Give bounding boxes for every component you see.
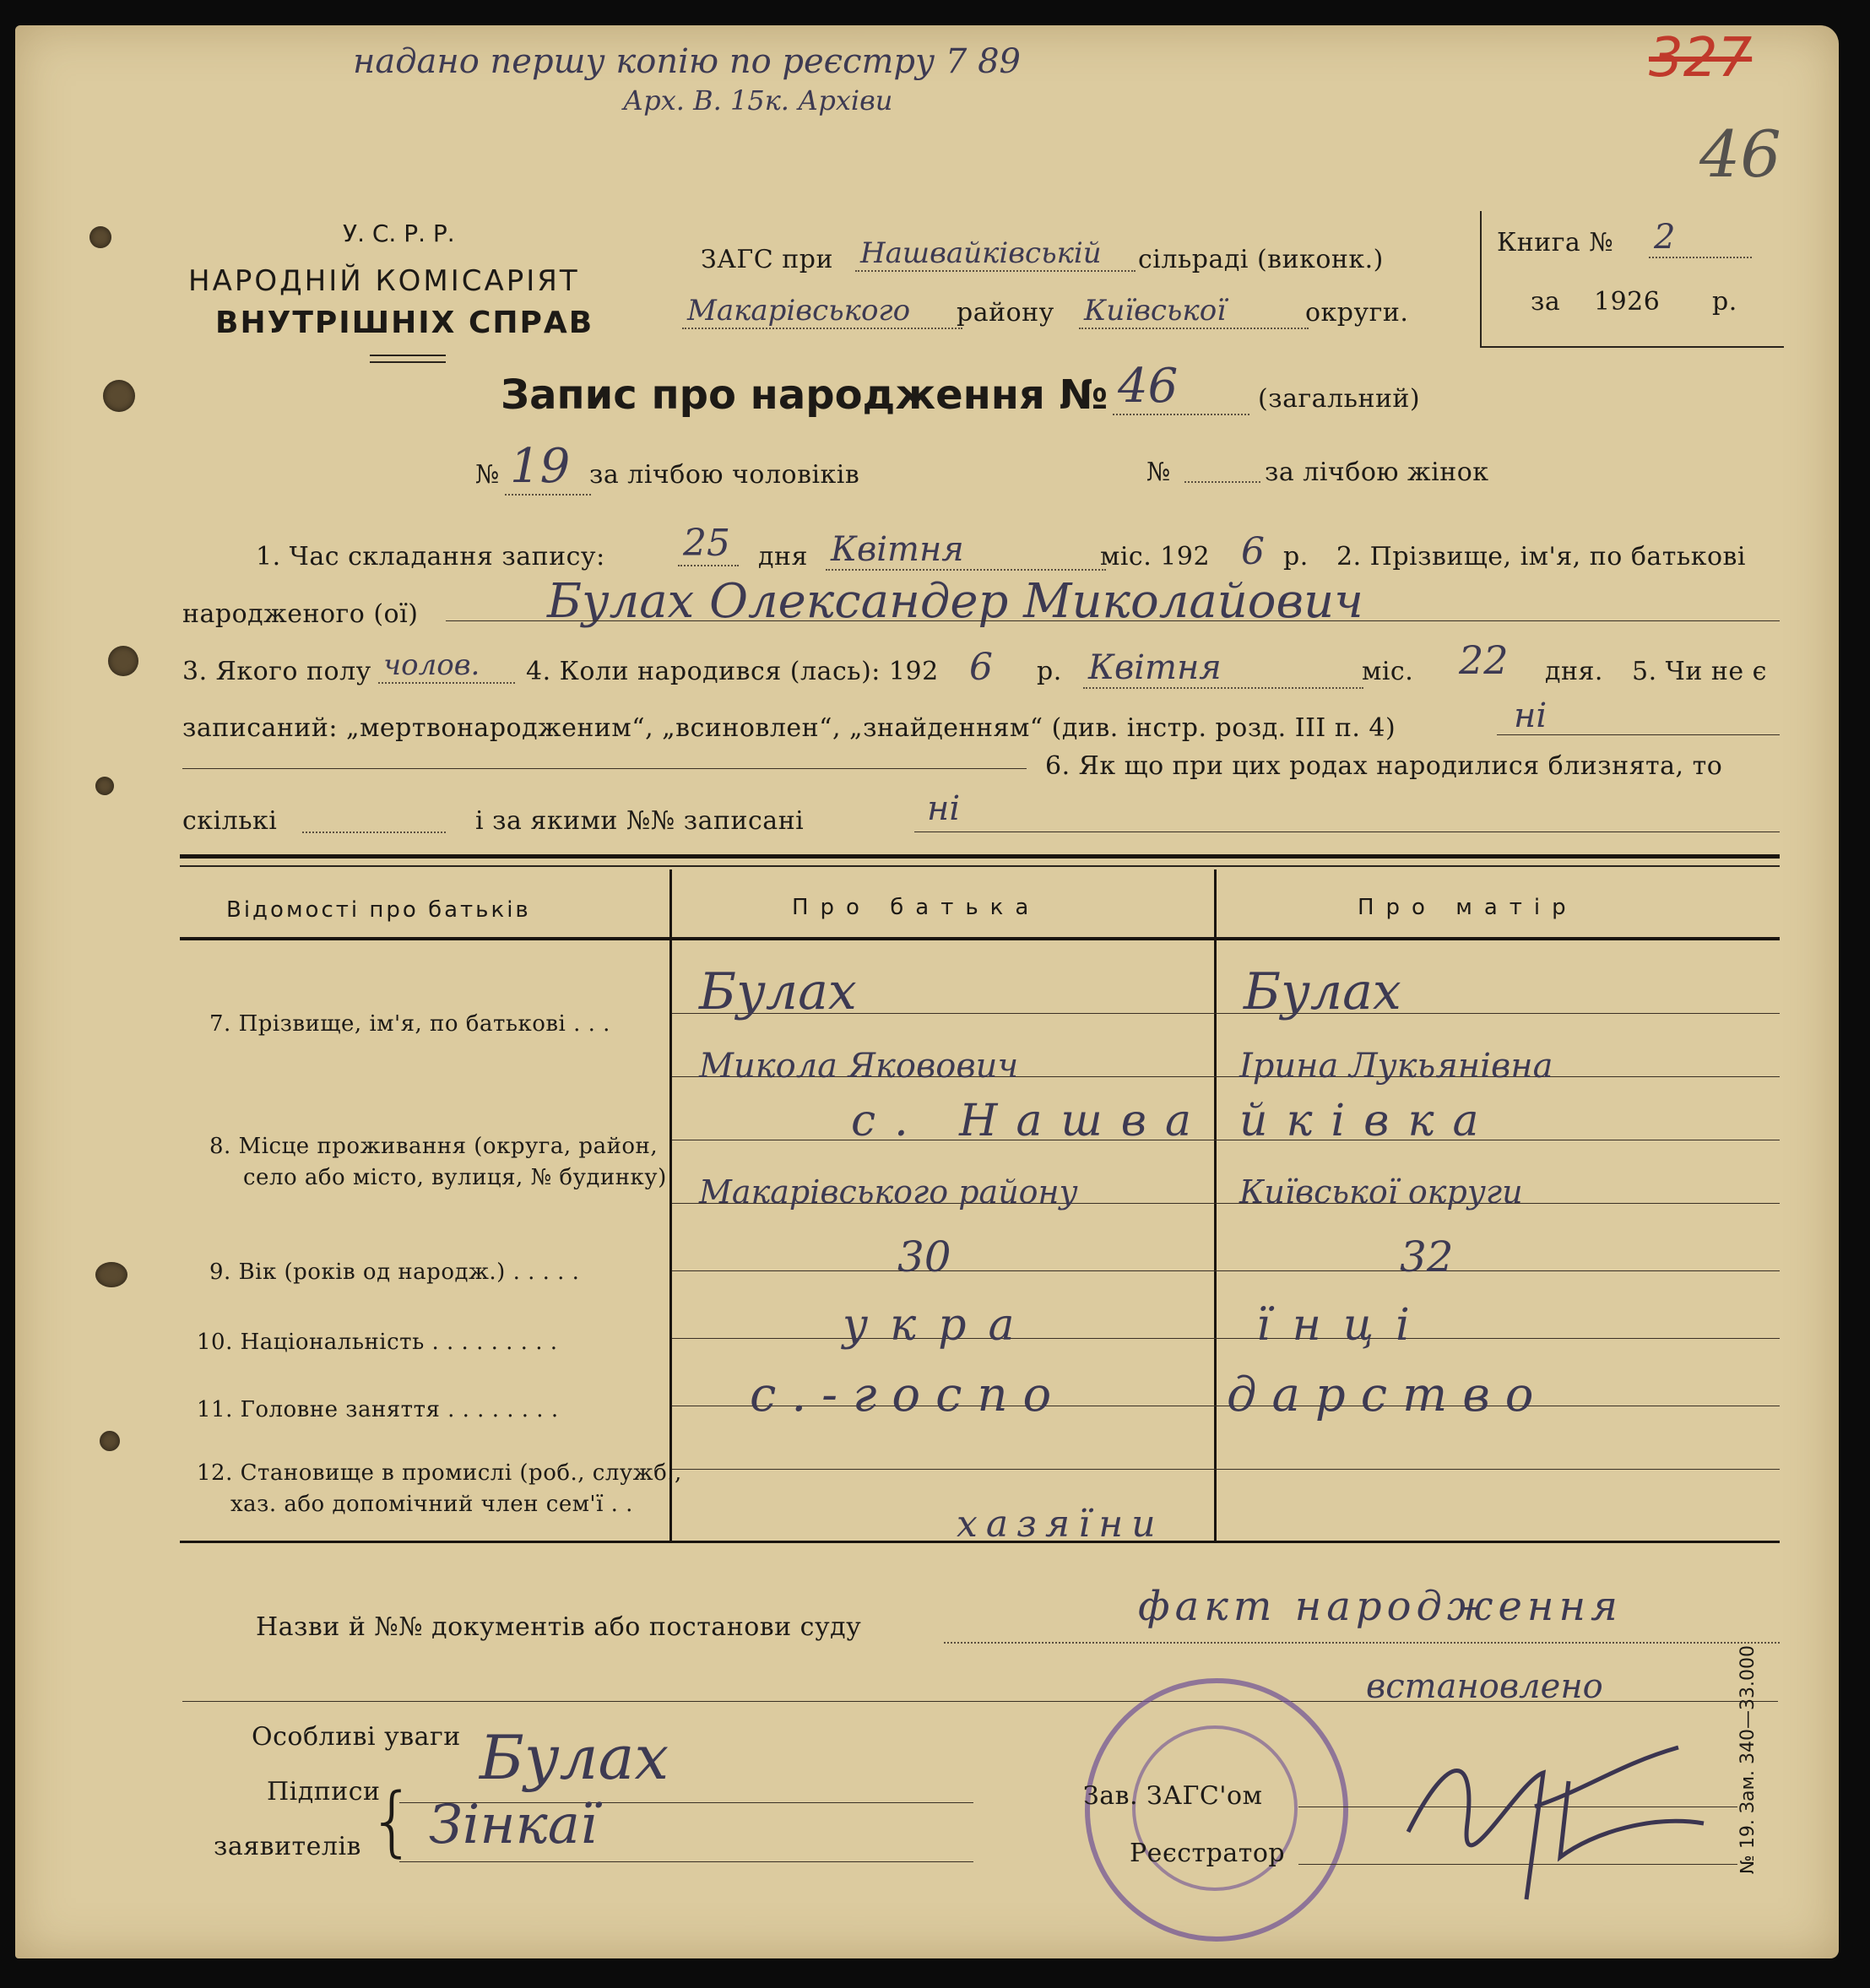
red-archive-number: 327 [1649, 27, 1753, 89]
f2-label: 2. Прізвище, ім'я, по батькові [1336, 542, 1747, 571]
book-label: Книга № [1497, 228, 1614, 257]
zags-head-label: Зав. ЗАГС'ом [1083, 1781, 1263, 1811]
punch-hole [103, 380, 135, 412]
f2-underline [446, 620, 1780, 621]
father-status: хазяїни [957, 1503, 1164, 1546]
f1-day-word: дня [758, 542, 808, 571]
women-count-blank [1184, 481, 1260, 483]
district-label: району [957, 298, 1054, 328]
f4-r: р. [1037, 657, 1062, 686]
f4-year-digit: 6 [969, 646, 993, 689]
mother-given-names: Ірина Лукьянівна [1239, 1047, 1553, 1086]
f1-day: 25 [678, 522, 739, 566]
father-surname: Булах [699, 962, 857, 1021]
mother-age: 32 [1400, 1232, 1454, 1281]
archive-note-line2: Арх. В. 15к. Архіви [623, 84, 893, 116]
signature-1: Булах [480, 1722, 669, 1793]
signature-2: Зінкаї [429, 1794, 598, 1856]
f3-label: 3. Якого полу [182, 657, 371, 686]
row9-label: 9. Вік (років од народж.) . . . . . [209, 1259, 580, 1285]
row8-label2: село або місто, вулиця, № будинку) [243, 1165, 667, 1190]
row8-label: 8. Місце проживання (округа, район, [209, 1134, 659, 1159]
header-ussr: У. С. Р. Р. [343, 219, 455, 247]
f2b-label: народженого (ої) [182, 599, 419, 629]
notes-label: Особливі уваги [252, 1722, 461, 1752]
f2-name: Булах Олександер Миколайович [547, 574, 1364, 629]
book-year-prefix: за [1531, 287, 1561, 317]
table-header-rule [180, 937, 1780, 940]
col-header-father: Про батька [792, 895, 1041, 920]
side-print-code: № 19. Зам. 340—33.000 [1737, 1645, 1759, 1874]
table-row-line [672, 1338, 1780, 1339]
zags-village: Нашвайківській [855, 236, 1136, 272]
documents-label: Назви й №№ документів або постанови суду [256, 1612, 862, 1642]
record-title: Запис про народження № [501, 371, 1108, 419]
punch-hole [100, 1431, 120, 1451]
f5-label: 5. Чи не є [1632, 657, 1767, 686]
header-internal-affairs: ВНУТРІШНІХ СПРАВ [215, 306, 594, 340]
signatures-label2: заявителів [214, 1832, 361, 1861]
punch-hole [89, 226, 111, 248]
f6-underline [914, 831, 1780, 832]
father-age: 30 [897, 1232, 951, 1281]
mother-nationality: їнці [1256, 1300, 1432, 1351]
punch-hole [95, 1262, 127, 1287]
okrug-label: округи. [1305, 298, 1409, 328]
f6-label: 6. Як що при цих родах народилися близнята, то [1045, 751, 1723, 781]
f6c-label: і за якими №№ записані [475, 806, 805, 836]
record-number: 46 [1113, 359, 1249, 415]
table-row-line [672, 1270, 1780, 1271]
signature-line-2 [399, 1861, 973, 1862]
archive-note-line1: надано першу копію по реєстру 7 89 [353, 42, 1021, 81]
book-box-border [1480, 346, 1784, 348]
mother-surname: Булах [1244, 962, 1401, 1021]
father-residence: с. Нашва [851, 1096, 1211, 1146]
f1-year-digit: 6 [1241, 530, 1265, 573]
f5-value: ні [1514, 696, 1547, 735]
table-row-line [672, 1469, 1780, 1470]
mother-occupation: дарство [1227, 1368, 1549, 1422]
father-given-names: Микола Яковович [699, 1047, 1019, 1086]
documents-blank [944, 1642, 1780, 1644]
row10-label: 10. Національність . . . . . . . . . [197, 1330, 558, 1355]
book-year: 1926 [1594, 287, 1661, 317]
record-general-label: (загальний) [1258, 384, 1421, 414]
header-underline [370, 355, 446, 356]
signature-brace: { [368, 1777, 417, 1866]
f4-month: Квітня [1083, 648, 1363, 689]
row11-label: 11. Головне заняття . . . . . . . . [197, 1397, 559, 1422]
book-year-suffix: р. [1712, 287, 1737, 317]
row12-label: 12. Становище в промислі (роб., служб., [197, 1460, 682, 1486]
f5-underline [1497, 734, 1780, 735]
father-nationality: укра [843, 1300, 1037, 1351]
book-number: 2 [1649, 218, 1752, 258]
header-underline [370, 361, 446, 363]
women-count-prefix: № [1146, 458, 1171, 487]
men-count-number: 19 [505, 439, 591, 496]
zags-okrug: Київської [1079, 294, 1309, 329]
f6b-label: скількі [182, 806, 278, 836]
table-col-divider [1214, 869, 1217, 1541]
col-header-mother: Про матір [1358, 895, 1578, 920]
f4-day: 22 [1459, 637, 1509, 683]
documents-value1: факт народження [1138, 1583, 1623, 1630]
f4-day-word: дня. [1545, 657, 1603, 686]
f1-r: р. [1283, 542, 1309, 571]
f5-underline2 [182, 768, 1027, 769]
men-count-prefix: № [475, 460, 500, 490]
f3-value: чолов. [378, 648, 515, 684]
mother-residence: йківка [1239, 1096, 1498, 1146]
documents-value2: встановлено [1366, 1667, 1603, 1706]
father-district: Макарівського району [699, 1173, 1078, 1211]
women-count-label: за лічбою жінок [1265, 458, 1489, 487]
table-top-rule [180, 854, 1780, 859]
punch-hole [108, 646, 138, 676]
col-header-parents: Відомості про батьків [226, 897, 531, 923]
book-box-border [1480, 211, 1482, 346]
f6-value: ні [927, 789, 961, 828]
f1-label: 1. Час складання запису: [256, 542, 605, 571]
f5b-label: записаний: „мертвонародженим“, „всиновлен“, „знайденням“ (див. інстр. розд. ІІІ п. 4) [182, 713, 1396, 743]
mother-okrug: Київської округи [1239, 1173, 1523, 1211]
table-top-rule2 [180, 865, 1780, 867]
header-commissariat: НАРОДНІЙ КОМІСАРІЯТ [188, 264, 580, 298]
table-col-divider [669, 869, 672, 1541]
men-count-label: за лічбою чоловіків [589, 460, 860, 490]
zags-suffix: сільраді (виконк.) [1138, 245, 1384, 274]
f4-label: 4. Коли народився (лась): 192 [526, 657, 939, 686]
signatures-label1: Підписи [267, 1777, 381, 1807]
document-sheet [15, 25, 1839, 1958]
father-occupation: с.-госпо [750, 1368, 1067, 1422]
official-signature [1400, 1731, 1721, 1916]
zags-prefix: ЗАГС при [701, 245, 833, 274]
row12-label2: хаз. або допомічний член сем'ї . . [230, 1492, 633, 1517]
f1-mis: міс. 192 [1100, 542, 1211, 571]
f1-month: Квітня [826, 530, 1106, 571]
f6-count-blank [302, 831, 446, 833]
f4-mis: міс. [1362, 657, 1414, 686]
page-number: 46 [1699, 116, 1781, 192]
zags-district: Макарівського [682, 294, 962, 329]
row7-label: 7. Прізвище, ім'я, по батькові . . . [209, 1011, 610, 1037]
registrar-label: Реєстратор [1130, 1839, 1286, 1868]
punch-hole [95, 777, 114, 795]
